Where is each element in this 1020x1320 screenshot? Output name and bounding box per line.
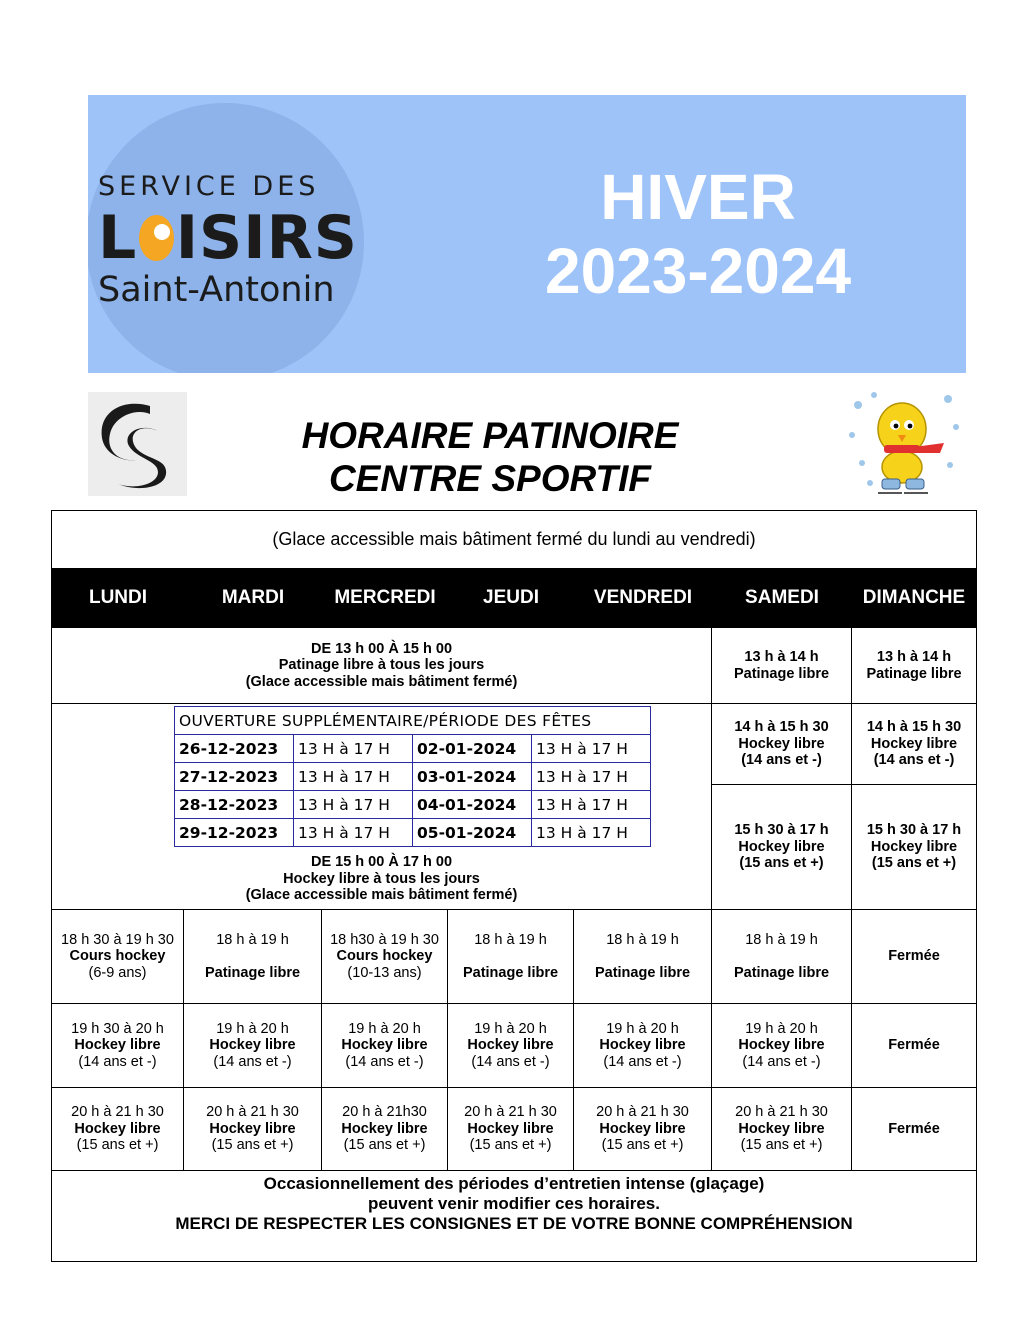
- day-dimanche: DIMANCHE: [862, 587, 966, 608]
- cell-time: 19 h 30 à 20 h: [71, 1020, 164, 1037]
- holiday-hours: 13 H à 17 H: [532, 763, 651, 791]
- cell-time: 18 h 30 à 19 h 30: [61, 931, 174, 948]
- person-o-icon: [139, 215, 173, 261]
- cell-time: 19 h à 20 h: [606, 1020, 679, 1037]
- cell-age: (15 ans et +): [871, 855, 957, 872]
- evening-row2-samedi: [712, 1004, 851, 1087]
- cell-spacer: [640, 948, 644, 965]
- evening-row1-mercredi: [322, 910, 447, 1003]
- title-line-1: HORAIRE PATINOIRE: [301, 415, 679, 456]
- samedi-hockey-14-minus: [712, 704, 851, 784]
- cell-time: 13 h à 14 h: [744, 649, 819, 665]
- cell-activity: Patinage libre: [733, 964, 830, 981]
- loisirs-logo: [98, 171, 358, 310]
- holiday-hours: 13 H à 17 H: [532, 819, 651, 847]
- cell-activity: Patinage libre: [204, 964, 301, 981]
- season-word: HIVER: [600, 161, 796, 233]
- dimanche-public-skating: [852, 628, 976, 703]
- cell-activity: Patinage libre: [594, 964, 691, 981]
- evening-row1-mardi: [184, 910, 321, 1003]
- chick-icon: [840, 385, 965, 500]
- footer-line-1: Occasionnellement des périodes d’entretien intense (glaçage): [263, 1174, 765, 1193]
- cell-activity: Hockey libre: [599, 1120, 686, 1137]
- day-header-row: [52, 568, 976, 628]
- cell-activity: Hockey libre: [738, 735, 825, 752]
- day-samedi: SAMEDI: [745, 587, 819, 608]
- cell-activity: Fermée: [888, 1120, 940, 1137]
- cell-activity: Hockey libre: [209, 1120, 296, 1137]
- cell-activity: Hockey libre: [74, 1037, 161, 1054]
- cell-activity: Hockey libre: [467, 1037, 554, 1054]
- evening-row2-mardi: [184, 1004, 321, 1087]
- evening-row2-dimanche: [852, 1004, 976, 1087]
- cell-activity: Hockey libre: [738, 1120, 825, 1137]
- cell-time: 19 h à 20 h: [745, 1020, 818, 1037]
- cell-age: (15 ans et +): [740, 1137, 823, 1154]
- evening-row1-jeudi: [448, 910, 573, 1003]
- evening-row3-mercredi: [322, 1088, 447, 1170]
- cell-time: 18 h à 19 h: [745, 931, 818, 948]
- evening-row3-mardi: [184, 1088, 321, 1170]
- logo-letter-l: L: [98, 203, 138, 273]
- day-jeudi: JEUDI: [483, 587, 539, 608]
- weekday-free-hockey: [52, 851, 711, 907]
- evening-row3-vendredi: [574, 1088, 711, 1170]
- block1-note: (Glace accessible mais bâtiment fermé): [245, 673, 518, 690]
- evening-row2-vendredi: [574, 1004, 711, 1087]
- evening-row2-jeudi: [448, 1004, 573, 1087]
- cell-spacer: [508, 948, 512, 965]
- cell-age: (14 ans et -): [78, 1053, 157, 1070]
- cell-activity: Hockey libre: [738, 1037, 825, 1054]
- holiday-date: 29-12-2023: [175, 819, 294, 847]
- cell-activity: Hockey libre: [738, 838, 825, 855]
- cell-activity: Hockey libre: [870, 838, 958, 855]
- divider-row-5: [52, 1170, 976, 1171]
- cell-age: (10-13 ans): [347, 964, 422, 981]
- evening-row3-lundi: [52, 1088, 183, 1170]
- day-mardi: MARDI: [221, 587, 285, 608]
- cell-time: 19 h à 20 h: [216, 1020, 289, 1037]
- evening-row1-dimanche: [852, 910, 976, 1003]
- footer-line-3: MERCI DE RESPECTER LES CONSIGNES ET DE VOTRE BONNE COMPRÉHENSION: [175, 1214, 853, 1233]
- block2-note: (Glace accessible mais bâtiment fermé): [245, 887, 518, 904]
- evening-row1-vendredi: [574, 910, 711, 1003]
- footer-line-2: peuvent venir modifier ces horaires.: [368, 1194, 660, 1213]
- table-row: [175, 735, 651, 763]
- evening-row3-dimanche: [852, 1088, 976, 1170]
- cell-age: (15 ans et +): [211, 1137, 294, 1154]
- cell-time: 20 h à 21 h 30: [735, 1104, 828, 1121]
- cell-time: 13 h à 14 h: [876, 649, 952, 665]
- holiday-date: 27-12-2023: [175, 763, 294, 791]
- cell-activity: Fermée: [888, 948, 940, 965]
- table-row: [175, 707, 651, 735]
- cell-activity: Hockey libre: [341, 1120, 428, 1137]
- cell-activity: Patinage libre: [462, 964, 559, 981]
- holiday-date: 03-01-2024: [413, 763, 532, 791]
- cell-age: (14 ans et -): [741, 752, 822, 769]
- holiday-extra-hours-table: [174, 706, 651, 847]
- cell-activity: Cours hockey: [69, 948, 166, 965]
- cell-time: 20 h à 21 h 30: [71, 1104, 164, 1121]
- title-line-2: CENTRE SPORTIF: [328, 458, 652, 499]
- cell-activity: Cours hockey: [336, 948, 433, 965]
- skating-chick-mascot: [840, 385, 965, 500]
- cell-age: (15 ans et +): [343, 1137, 426, 1154]
- cell-age: (14 ans et -): [742, 1053, 821, 1070]
- cell-time: 18 h30 à 19 h 30: [330, 931, 439, 948]
- building-closed-note: (Glace accessible mais bâtiment fermé du lundi au vendredi): [52, 511, 976, 569]
- logo-line-service: SERVICE DES: [98, 171, 320, 202]
- holiday-date: 28-12-2023: [175, 791, 294, 819]
- cell-time: 14 h à 15 h 30: [734, 719, 829, 736]
- cell-spacer: [250, 948, 254, 965]
- cell-age: (14 ans et -): [345, 1053, 424, 1070]
- cell-age: (15 ans et +): [739, 855, 824, 872]
- cell-spacer: [779, 948, 783, 965]
- cell-age: (15 ans et +): [76, 1137, 159, 1154]
- cell-activity: Patinage libre: [866, 665, 962, 682]
- holiday-hours: 13 H à 17 H: [294, 763, 413, 791]
- cell-activity: Hockey libre: [467, 1120, 554, 1137]
- cell-activity: Fermée: [888, 1037, 940, 1054]
- cell-activity: Hockey libre: [209, 1037, 296, 1054]
- cell-time: 19 h à 20 h: [348, 1020, 421, 1037]
- header-banner: [88, 95, 966, 373]
- cell-time: 18 h à 19 h: [216, 931, 289, 948]
- cell-age: (14 ans et -): [471, 1053, 550, 1070]
- cell-age: (14 ans et -): [213, 1053, 292, 1070]
- cell-time: 15 h 30 à 17 h: [866, 822, 962, 839]
- block2-activity: Hockey libre à tous les jours: [283, 870, 480, 887]
- season-years: 2023-2024: [544, 235, 852, 307]
- holiday-date: 04-01-2024: [413, 791, 532, 819]
- holiday-hours: 13 H à 17 H: [532, 791, 651, 819]
- cell-activity: Hockey libre: [74, 1120, 161, 1137]
- logo-letters-isirs: ISIRS: [175, 203, 358, 273]
- evening-row2-lundi: [52, 1004, 183, 1087]
- cell-time: 20 h à 21 h 30: [464, 1104, 557, 1121]
- evening-row1-samedi: [712, 910, 851, 1003]
- cell-age: (6-9 ans): [88, 964, 147, 981]
- holiday-hours: 13 H à 17 H: [532, 735, 651, 763]
- cell-age: (14 ans et -): [603, 1053, 682, 1070]
- table-row: [175, 819, 651, 847]
- holiday-hours: 13 H à 17 H: [294, 819, 413, 847]
- cell-time: 20 h à 21 h 30: [206, 1104, 299, 1121]
- page-title: [230, 414, 750, 500]
- dimanche-hockey-15-plus: [852, 785, 976, 909]
- block1-time: DE 13 h 00 À 15 h 00: [310, 640, 453, 657]
- samedi-public-skating: [712, 628, 851, 703]
- cs-logo: [88, 392, 187, 496]
- cell-time: 15 h 30 à 17 h: [734, 822, 829, 839]
- logo-line-loisirs: [98, 203, 358, 273]
- cell-age: (15 ans et +): [601, 1137, 684, 1154]
- cell-time: 20 h à 21h30: [342, 1104, 427, 1121]
- holiday-date: 02-01-2024: [413, 735, 532, 763]
- cell-time: 20 h à 21 h 30: [596, 1104, 689, 1121]
- logo-line-city: Saint-Antonin: [98, 270, 335, 310]
- weekday-public-skating: [52, 628, 711, 703]
- evening-row3-samedi: [712, 1088, 851, 1170]
- dimanche-hockey-14-minus: [852, 704, 976, 784]
- cell-activity: Hockey libre: [870, 735, 958, 752]
- holiday-table-title: OUVERTURE SUPPLÉMENTAIRE/PÉRIODE DES FÊTES: [175, 707, 651, 735]
- cell-time: 18 h à 19 h: [474, 931, 547, 948]
- cell-age: (14 ans et -): [873, 752, 955, 769]
- cell-activity: Patinage libre: [733, 665, 830, 682]
- holiday-hours: 13 H à 17 H: [294, 735, 413, 763]
- cell-activity: Hockey libre: [599, 1037, 686, 1054]
- table-row: [175, 763, 651, 791]
- block1-activity: Patinage libre à tous les jours: [278, 657, 485, 674]
- cell-age: (15 ans et +): [469, 1137, 552, 1154]
- day-lundi: LUNDI: [88, 587, 148, 608]
- cell-time: 14 h à 15 h 30: [866, 719, 962, 736]
- evening-row1-lundi: [52, 910, 183, 1003]
- maintenance-notice: [52, 1174, 976, 1234]
- season-title: [518, 160, 878, 308]
- holiday-date: 26-12-2023: [175, 735, 294, 763]
- holiday-date: 05-01-2024: [413, 819, 532, 847]
- day-vendredi: VENDREDI: [593, 587, 693, 608]
- rink-schedule-table: [51, 510, 977, 1262]
- cs-monogram-icon: [88, 392, 187, 496]
- holiday-hours: 13 H à 17 H: [294, 791, 413, 819]
- samedi-hockey-15-plus: [712, 785, 851, 909]
- cell-time: 18 h à 19 h: [606, 931, 679, 948]
- block2-time: DE 15 h 00 À 17 h 00: [310, 854, 453, 871]
- cell-activity: Hockey libre: [341, 1037, 428, 1054]
- cell-time: 19 h à 20 h: [474, 1020, 547, 1037]
- evening-row2-mercredi: [322, 1004, 447, 1087]
- table-row: [175, 791, 651, 819]
- day-mercredi: MERCREDI: [334, 587, 436, 608]
- evening-row3-jeudi: [448, 1088, 573, 1170]
